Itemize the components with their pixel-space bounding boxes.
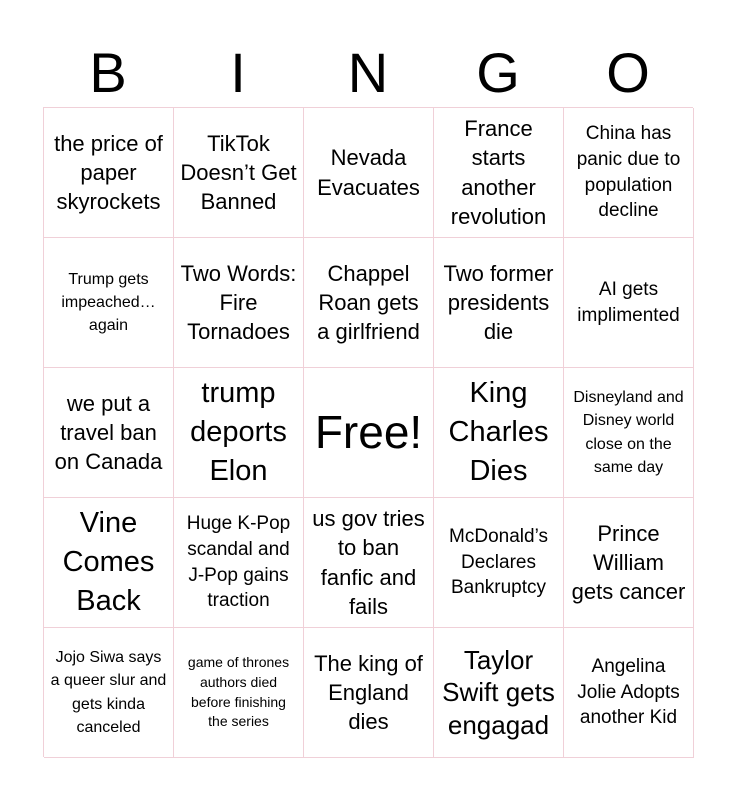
cell-text: Angelina Jolie Adopts another Kid (577, 656, 680, 729)
bingo-cell[interactable] (564, 498, 694, 628)
free-space-text: Free! (314, 406, 423, 459)
cell-text: Trump gets impeached… again (61, 270, 156, 335)
cell-text: Jojo Siwa says a queer slur and gets kinda canceled (50, 649, 167, 736)
bingo-cell[interactable] (434, 628, 564, 758)
header-letter-n: N (347, 41, 389, 104)
header-letter-g: G (476, 41, 520, 104)
bingo-cell[interactable] (174, 108, 304, 238)
cell-text: China has panic due to population decline (576, 123, 681, 222)
bingo-cell[interactable] (304, 498, 434, 628)
bingo-cell[interactable] (174, 498, 304, 628)
bingo-cell[interactable] (434, 498, 564, 628)
bingo-cell[interactable] (434, 238, 564, 368)
cell-text: The king of England dies (314, 650, 423, 735)
bingo-cell[interactable] (434, 368, 564, 498)
header-letter-o: O (606, 41, 650, 104)
cell-text: Prince William gets cancer (571, 520, 686, 605)
cell-text: King Charles Dies (448, 376, 549, 488)
cell-text: the price of paper skyrockets (54, 130, 163, 215)
cell-text: Vine Comes Back (62, 506, 155, 618)
cell-text: Huge K-Pop scandal and J-Pop gains traction (186, 513, 291, 612)
cell-text: France starts another revolution (450, 116, 547, 229)
bingo-cell[interactable] (304, 628, 434, 758)
bingo-cell[interactable] (44, 628, 174, 758)
cell-text: game of thrones authors died before finishing the series (187, 654, 290, 730)
bingo-cell[interactable] (434, 108, 564, 238)
cell-text: Disneyland and Disney world close on the same day (573, 389, 684, 476)
bingo-cell[interactable] (44, 368, 174, 498)
bingo-cell[interactable] (304, 238, 434, 368)
bingo-cell[interactable] (564, 238, 694, 368)
cell-text: TikTok Doesn’t Get Banned (180, 130, 297, 215)
cell-text: Chappel Roan gets a girlfriend (317, 260, 420, 345)
bingo-cell[interactable] (304, 108, 434, 238)
bingo-cell[interactable] (44, 238, 174, 368)
bingo-cell[interactable] (564, 628, 694, 758)
bingo-board (43, 107, 693, 757)
header-letter-i: I (230, 41, 246, 104)
cell-text: Two former presidents die (443, 260, 554, 345)
bingo-header (43, 38, 693, 108)
bingo-cell[interactable] (44, 498, 174, 628)
cell-text: Taylor Swift gets engagad (442, 644, 555, 740)
bingo-cell[interactable] (174, 368, 304, 498)
bingo-cell[interactable] (174, 238, 304, 368)
cell-text: AI gets implimented (577, 278, 680, 326)
bingo-cell[interactable] (44, 108, 174, 238)
cell-text: we put a travel ban on Canada (54, 390, 163, 475)
bingo-cell[interactable] (564, 108, 694, 238)
bingo-cell[interactable] (564, 368, 694, 498)
free-space-cell[interactable] (304, 368, 434, 498)
bingo-cell[interactable] (174, 628, 304, 758)
cell-text: McDonald’s Declares Bankruptcy (449, 526, 548, 599)
cell-text: trump deports Elon (190, 376, 287, 488)
header-letter-b: B (89, 41, 127, 104)
cell-text: us gov tries to ban fanfic and fails (312, 506, 425, 619)
cell-text: Two Words: Fire Tornadoes (180, 260, 297, 345)
cell-text: Nevada Evacuates (317, 145, 420, 200)
